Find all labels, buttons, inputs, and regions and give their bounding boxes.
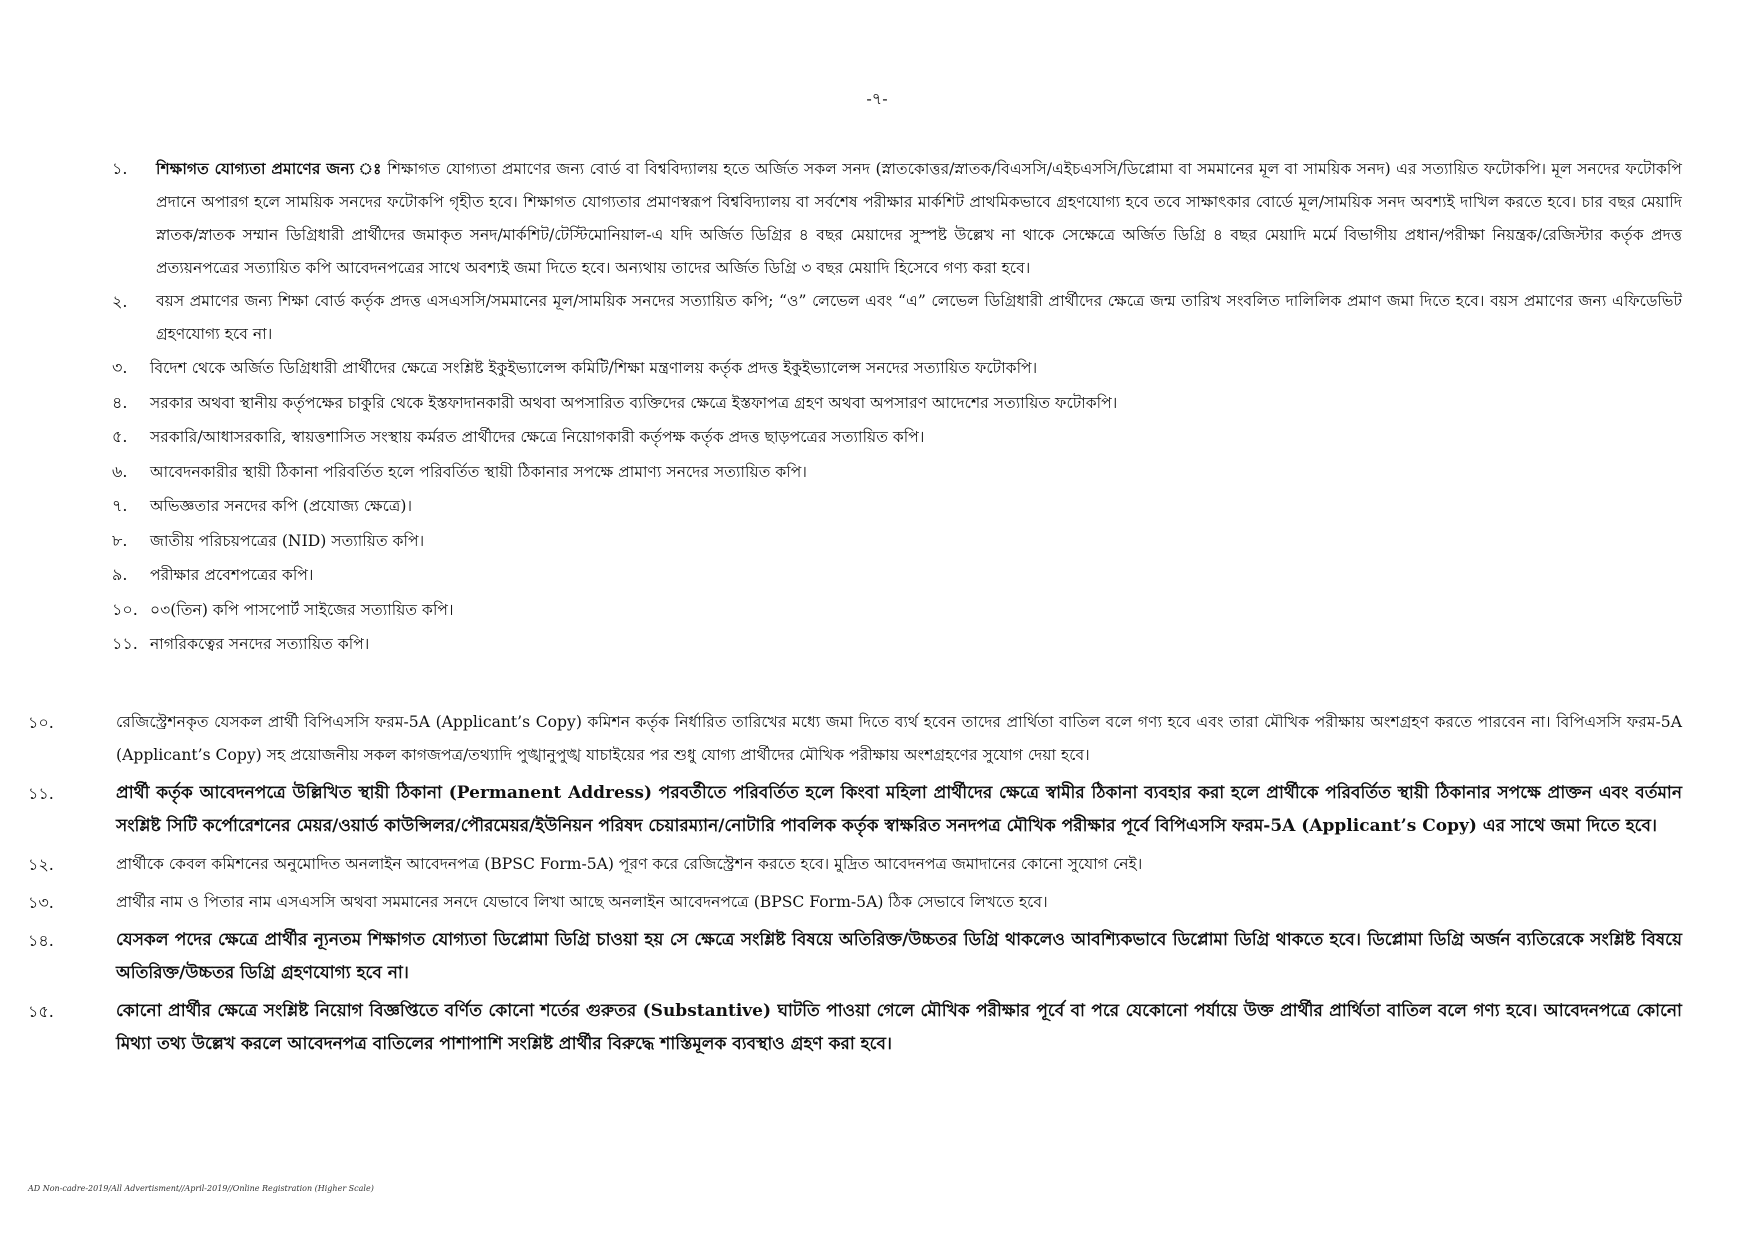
- list-item: [112, 152, 1682, 285]
- item-number: ৫.: [112, 427, 128, 446]
- item-text: বিদেশ থেকে অর্জিত ডিগ্রিধারী প্রার্থীদের ক্ষেত্রে সংশ্লিষ্ট ইকুইভ্যালেন্স কমিটি/শিক্ষা মন্ত্রণালয় কর্তৃক প্রদত্ত ইকুইভ্যালেন্স সনদের সত্যায়িত ফটোকপি।: [150, 359, 1038, 377]
- instruction-item: [28, 995, 1682, 1061]
- item-text: শিক্ষাগত যোগ্যতা প্রমাণের জন্য ঃ শিক্ষাগত যোগ্যতা প্রমাণের জন্য বোর্ড বা বিশ্ববিদ্যালয় হতে অর্জিত সকল সনদ (স্নাতকোত্তর/স্নাতক/বিএসসি/এইচএসসি/ডিপ্লোমা বা সমমানের মূল বা সাময়িক সনদ) এর সত্যায়িত ফটোকপি। মূল সনদের ফটোকপি প্রদানে অপারগ হলে সাময়িক সনদের ফটোকপি গৃহীত হবে। শিক্ষাগত যোগ্যতার প্রমাণস্বরূপ বিশ্ববিদ্যালয় বা সর্বশেষ পরীক্ষার মার্কশিট প্রাথমিকভাবে গ্রহণযোগ্য হবে তবে সাক্ষাৎকার বোর্ডে মূল/সাময়িক সনদ অবশ্যই দাখিল করতে হবে। চার বছর মেয়াদি স্নাতক/স্নাতক সম্মান ডিগ্রিধারী প্রার্থীদের জমাকৃত সনদ/মার্কশিট/টেস্টিমোনিয়াল-এ যদি অর্জিত ডিগ্রির ৪ বছর মেয়াদের সুস্পষ্ট উল্লেখ না থাকে সেক্ষেত্রে অর্জিত ডিগ্রি ৪ বছর মেয়াদি মর্মে বিভাগীয় প্রধান/পরীক্ষা নিয়ন্ত্রক/রেজিস্টার কর্তৃক প্রদত্ত প্রত্যয়নপত্রের সত্যায়িত কপি আবেদনপত্রের সাথে অবশ্যই জমা দিতে হবে। অন্যথায় তাদের অর্জিত ডিগ্রি ৩ বছর মেয়াদি হিসেবে গণ্য করা হবে।: [156, 159, 1682, 277]
- item-number: ১৩.: [28, 893, 54, 912]
- instruction-item: [28, 777, 1682, 843]
- item-text: প্রার্থী কর্তৃক আবেদনপত্রে উল্লিখিত স্থায়ী ঠিকানা (Permanent Address) পরবর্তীতে পরিবর্তিত হলে কিংবা মহিলা প্রার্থীদের ক্ষেত্রে স্বামীর ঠিকানা ব্যবহার করা হলে প্রার্থীকে পরিবর্তিত স্থায়ী ঠিকানার সপক্ষে প্রাক্তন এবং বর্তমান সংশ্লিষ্ট সিটি কর্পোরেশনের মেয়র/ওয়ার্ড কাউন্সিলর/পৌরমেয়র/ইউনিয়ন পরিষদ চেয়ারম্যান/নোটারি পাবলিক কর্তৃক স্বাক্ষরিত সনদপত্র মৌখিক পরীক্ষার পূর্বে বিপিএসসি ফরম-5A (Applicant’s Copy) এর সাথে জমা দিতে হবে।: [116, 783, 1682, 836]
- list-item: [112, 524, 1682, 559]
- item-text: অভিজ্ঞতার সনদের কপি (প্রযোজ্য ক্ষেত্রে)।: [150, 497, 413, 515]
- item-number: ৭.: [112, 496, 128, 515]
- item-text: আবেদনকারীর স্থায়ী ঠিকানা পরিবর্তিত হলে পরিবর্তিত স্থায়ী ঠিকানার সপক্ষে প্রামাণ্য সনদের সত্যায়িত কপি।: [150, 462, 807, 481]
- list-item: [112, 489, 1682, 524]
- instruction-item: [28, 848, 1682, 881]
- list-item: [112, 558, 1682, 593]
- item-text: প্রার্থীকে কেবল কমিশনের অনুমোদিত অনলাইন আবেদনপত্র (BPSC Form-5A) পূরণ করে রেজিস্ট্রেশন করতে হবে। মুদ্রিত আবেদনপত্র জমাদানের কোনো সুযোগ নেই।: [116, 855, 1143, 873]
- item-number: ৮.: [112, 530, 128, 550]
- item-number: ১০.: [112, 599, 138, 619]
- item-text: রেজিস্ট্রেশনকৃত যেসকল প্রার্থী বিপিএসসি ফরম-5A (Applicant’s Copy) কমিশন কর্তৃক নির্ধারিত তারিখের মধ্যে জমা দিতে ব্যর্থ হবেন তাদের প্রার্থিতা বাতিল বলে গণ্য হবে এবং তারা মৌখিক পরীক্ষায় অংশগ্রহণ করতে পারবেন না। বিপিএসসি ফরম-5A (Applicant’s Copy) সহ প্রয়োজনীয় সকল কাগজপত্র/তথ্যাদি পুঙ্খানুপুঙ্খ যাচাইয়ের পর শুধু যোগ্য প্রার্থীদের মৌখিক পরীক্ষায় অংশগ্রহণের সুযোগ দেয়া হবে।: [116, 713, 1682, 764]
- item-text: কোনো প্রার্থীর ক্ষেত্রে সংশ্লিষ্ট নিয়োগ বিজ্ঞপ্তিতে বর্ণিত কোনো শর্তের গুরুতর (Substantive) ঘাটতি পাওয়া গেলে মৌখিক পরীক্ষার পূর্বে বা পরে যেকোনো পর্যায়ে উক্ত প্রার্থীর প্রার্থিতা বাতিল বলে গণ্য হবে। আবেদনপত্রে কোনো মিথ্যা তথ্য উল্লেখ করলে আবেদনপত্র বাতিলের পাশাপাশি সংশ্লিষ্ট প্রার্থীর বিরুদ্ধে শাস্তিমূলক ব্যবস্থাও গ্রহণ করা হবে।: [116, 1001, 1682, 1054]
- item-text: যেসকল পদের ক্ষেত্রে প্রার্থীর ন্যূনতম শিক্ষাগত যোগ্যতা ডিপ্লোমা ডিগ্রি চাওয়া হয় সে ক্ষেত্রে সংশ্লিষ্ট বিষয়ে অতিরিক্ত/উচ্চতর ডিগ্রি থাকলেও আবশ্যিকভাবে ডিপ্লোমা ডিগ্রি থাকতে হবে। ডিপ্লোমা ডিগ্রি অর্জন ব্যতিরেকে সংশ্লিষ্ট বিষয়ে অতিরিক্ত/উচ্চতর ডিগ্রি গ্রহণযোগ্য হবে না।: [116, 930, 1682, 983]
- item-text: পরীক্ষার প্রবেশপত্রের কপি।: [150, 566, 314, 584]
- item-number: ১৪.: [28, 931, 54, 950]
- document-checklist: [112, 152, 1682, 662]
- item-text: ০৩(তিন) কপি পাসপোর্ট সাইজের সত্যায়িত কপি।: [150, 600, 454, 619]
- item-text: প্রার্থীর নাম ও পিতার নাম এসএসসি অথবা সমমানের সনদে যেভাবে লিখা আছে অনলাইন আবেদনপত্রে (BPSC Form-5A) ঠিক সেভাবে লিখতে হবে।: [116, 893, 1048, 911]
- list-item: [112, 386, 1682, 421]
- item-text: সরকার অথবা স্থানীয় কর্তৃপক্ষের চাকুরি থেকে ইস্তফাদানকারী অথবা অপসারিত ব্যক্তিদের ক্ষেত্রে ইস্তফাপত্র গ্রহণ অথবা অপসারণ আদেশের সত্যায়িত ফটোকপি।: [150, 393, 1118, 412]
- item-text: জাতীয় পরিচয়পত্রের (NID) সত্যায়িত কপি।: [150, 531, 425, 550]
- item-text: সরকারি/আধাসরকারি, স্বায়ত্তশাসিত সংস্থায় কর্মরত প্রার্থীদের ক্ষেত্রে নিয়োগকারী কর্তৃপক্ষ কর্তৃক প্রদত্ত ছাড়পত্রের সত্যায়িত কপি।: [150, 428, 925, 446]
- item-number: ১০.: [28, 713, 54, 732]
- list-item: [112, 593, 1682, 628]
- item-number: ১১.: [28, 784, 54, 803]
- instructions-list: [28, 706, 1682, 1066]
- list-item: [112, 351, 1682, 386]
- instruction-item: [28, 706, 1682, 772]
- list-item: [112, 420, 1682, 455]
- item-number: ৬.: [112, 461, 128, 481]
- item-text: নাগরিকত্বের সনদের সত্যায়িত কপি।: [150, 635, 370, 653]
- item-number: ১৫.: [28, 1002, 54, 1021]
- item-text: বয়স প্রমাণের জন্য শিক্ষা বোর্ড কর্তৃক প্রদত্ত এসএসসি/সমমানের মূল/সাময়িক সনদের সত্যায়িত কপি; “ও” লেভেল এবং “এ” লেভেল ডিগ্রিধারী প্রার্থীদের ক্ষেত্রে জন্ম তারিখ সংবলিত দালিলিক প্রমাণ জমা দিতে হবে। বয়স প্রমাণের জন্য এফিডেভিট গ্রহণযোগ্য হবে না।: [156, 292, 1682, 343]
- list-item: [112, 455, 1682, 490]
- instruction-item: [28, 886, 1682, 919]
- item-number: ২.: [112, 292, 128, 311]
- item-number: ৪.: [112, 392, 128, 412]
- item-number: ১২.: [28, 855, 54, 874]
- list-item: [112, 627, 1682, 662]
- item-number: ১.: [112, 159, 128, 178]
- list-item: [112, 285, 1682, 351]
- item-number: ৯.: [112, 565, 128, 584]
- item-lead: শিক্ষাগত যোগ্যতা প্রমাণের জন্য ঃ: [156, 159, 382, 178]
- page-number: -৭-: [866, 89, 888, 108]
- item-number: ৩.: [112, 358, 128, 377]
- instruction-item: [28, 924, 1682, 990]
- footer-reference: AD Non-cadre-2019/All Advertisment//April-2019//Online Registration (Higher Scale): [28, 1184, 374, 1193]
- item-number: ১১.: [112, 634, 138, 653]
